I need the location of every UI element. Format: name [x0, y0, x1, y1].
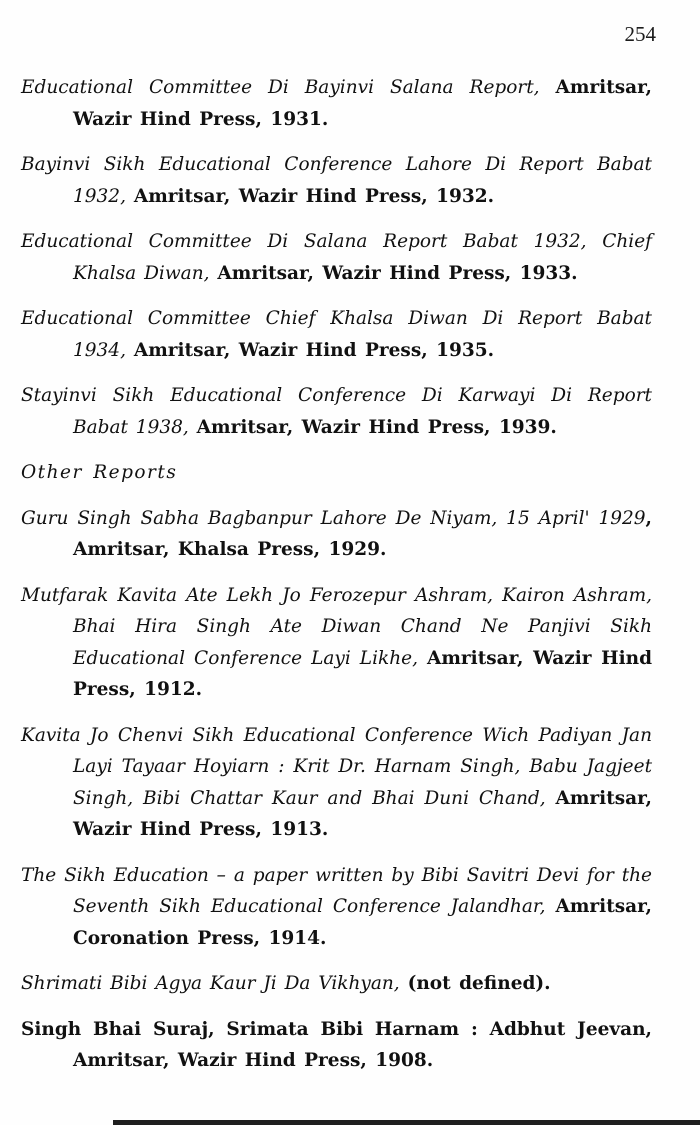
bibliography-entry	[21, 503, 652, 566]
bibliography-entry	[21, 380, 652, 443]
entry-title-italic: Mutfarak Kavita Ate Lekh Jo Ferozepur Ashram, Kairon Ashram, Bhai Hira Singh Ate Diwan Chand Ne Panjivi Sikh Educational Conference Layi Likhe,	[21, 584, 652, 669]
entry-title-italic: Bayinvi Sikh Educational Conference Lahore Di Report Babat 1932,	[21, 154, 652, 207]
entry-publisher-bold: , Amritsar, Khalsa Press, 1929.	[73, 507, 652, 560]
bibliography-entry	[21, 72, 652, 135]
entry-title-italic: Educational Committee Di Salana Report Babat 1932, Chief Khalsa Diwan,	[21, 231, 652, 284]
bibliography-entry	[21, 1014, 652, 1077]
scan-edge-artifact	[113, 1120, 700, 1125]
entry-publisher-bold: Amritsar, Wazir Hind Press, 1932.	[133, 185, 495, 207]
entry-title-italic: Kavita Jo Chenvi Sikh Educational Conference Wich Padiyan Jan Layi Tayaar Hoyiarn : Krit Dr. Harnam Singh, Babu Jagjeet Singh, Bibi Chattar Kaur and Bhai Duni Chand,	[21, 724, 652, 809]
entry-publisher-bold: Amritsar, Wazir Hind Press, 1933.	[217, 262, 578, 284]
entry-publisher-bold: Amritsar, Wazir Hind Press, 1931.	[73, 77, 652, 130]
bibliography-entry	[21, 968, 652, 1000]
entry-title-italic: Shrimati Bibi Agya Kaur Ji Da Vikhyan,	[21, 973, 408, 994]
bibliography-entry	[21, 149, 652, 212]
entry-publisher-bold: Singh Bhai Suraj, Srimata Bibi Harnam : Adbhut Jeevan, Amritsar, Wazir Hind Press, 1908.	[21, 1018, 652, 1071]
bibliography-entry	[21, 580, 652, 706]
bibliography-entry	[21, 226, 652, 289]
bibliography-entry	[21, 860, 652, 955]
bibliography-list	[21, 72, 652, 1091]
entry-title-italic: Stayinvi Sikh Educational Conference Di Karwayi Di Report Babat 1938,	[21, 385, 652, 438]
entry-publisher-bold: Amritsar, Wazir Hind Press, 1912.	[73, 647, 653, 700]
bibliography-entry	[21, 303, 652, 366]
entry-publisher-bold: Amritsar, Coronation Press, 1914.	[73, 896, 652, 949]
section-heading: Other Reports	[21, 462, 178, 483]
page-number: 254	[624, 22, 656, 46]
entry-publisher-bold: Amritsar, Wazir Hind Press, 1935.	[133, 339, 495, 361]
bibliography-entry	[21, 720, 652, 846]
entry-title-italic: Educational Committee Chief Khalsa Diwan Di Report Babat 1934,	[21, 308, 652, 361]
entry-publisher-bold: Amritsar, Wazir Hind Press, 1913.	[73, 787, 652, 840]
entry-title-italic: The Sikh Education – a paper written by Bibi Savitri Devi for the Seventh Sikh Educational Conference Jalandhar,	[21, 864, 652, 917]
entry-title-italic: Guru Singh Sabha Bagbanpur Lahore De Niyam, 15 April' 1929	[21, 507, 646, 529]
entry-title-italic: Educational Committee Di Bayinvi Salana Report,	[21, 77, 556, 98]
entry-publisher-bold: Amritsar, Wazir Hind Press, 1939.	[196, 416, 557, 438]
entry-publisher-bold: (not defined).	[407, 973, 551, 994]
